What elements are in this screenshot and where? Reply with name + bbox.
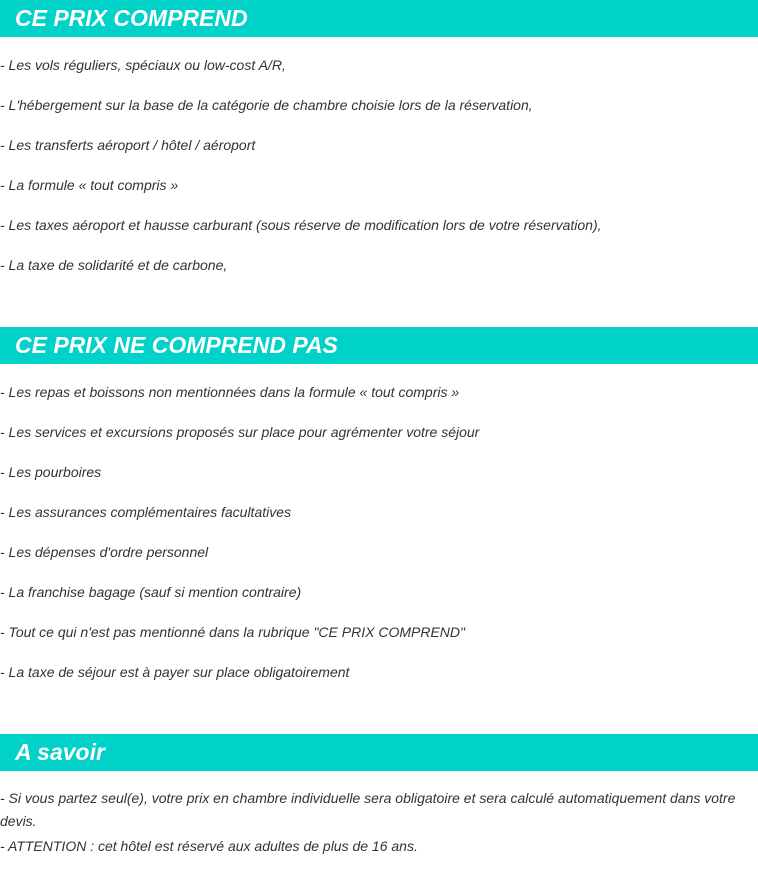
list-item: - La taxe de solidarité et de carbone, (0, 257, 228, 273)
section-header-good-to-know (0, 734, 758, 771)
section-title: CE PRIX NE COMPREND PAS (15, 332, 338, 358)
list-item: - La formule « tout compris » (0, 177, 179, 193)
list-item: - Les assurances complémentaires facultatives (0, 504, 292, 520)
list-item: - Les pourboires (0, 464, 102, 480)
note-item: - Si vous partez seul(e), votre prix en chambre individuelle sera obligatoire et sera calculé automatiquement dans votre devis. (0, 790, 736, 829)
section-title: A savoir (15, 739, 105, 765)
list-item: - L'hébergement sur la base de la catégorie de chambre choisie lors de la réservation, (0, 97, 533, 113)
note-item: - ATTENTION : cet hôtel est réservé aux adultes de plus de 16 ans. (0, 838, 418, 854)
list-item: - La taxe de séjour est à payer sur place obligatoirement (0, 664, 350, 680)
list-item: - Les repas et boissons non mentionnées dans la formule « tout compris » (0, 384, 460, 400)
list-item: - Tout ce qui n'est pas mentionné dans la rubrique "CE PRIX COMPREND" (0, 624, 465, 640)
list-item: - Les vols réguliers, spéciaux ou low-cost A/R, (0, 57, 286, 73)
list-item: - Les transferts aéroport / hôtel / aéroport (0, 137, 256, 153)
section-header-included (0, 0, 758, 37)
list-item: - Les services et excursions proposés sur place pour agrémenter votre séjour (0, 424, 480, 440)
list-item: - Les dépenses d'ordre personnel (0, 544, 209, 560)
section-title: CE PRIX COMPREND (15, 5, 248, 31)
list-item: - La franchise bagage (sauf si mention contraire) (0, 584, 302, 600)
section-header-not-included (0, 327, 758, 364)
list-item: - Les taxes aéroport et hausse carburant (sous réserve de modification lors de votre réservation), (0, 217, 602, 233)
